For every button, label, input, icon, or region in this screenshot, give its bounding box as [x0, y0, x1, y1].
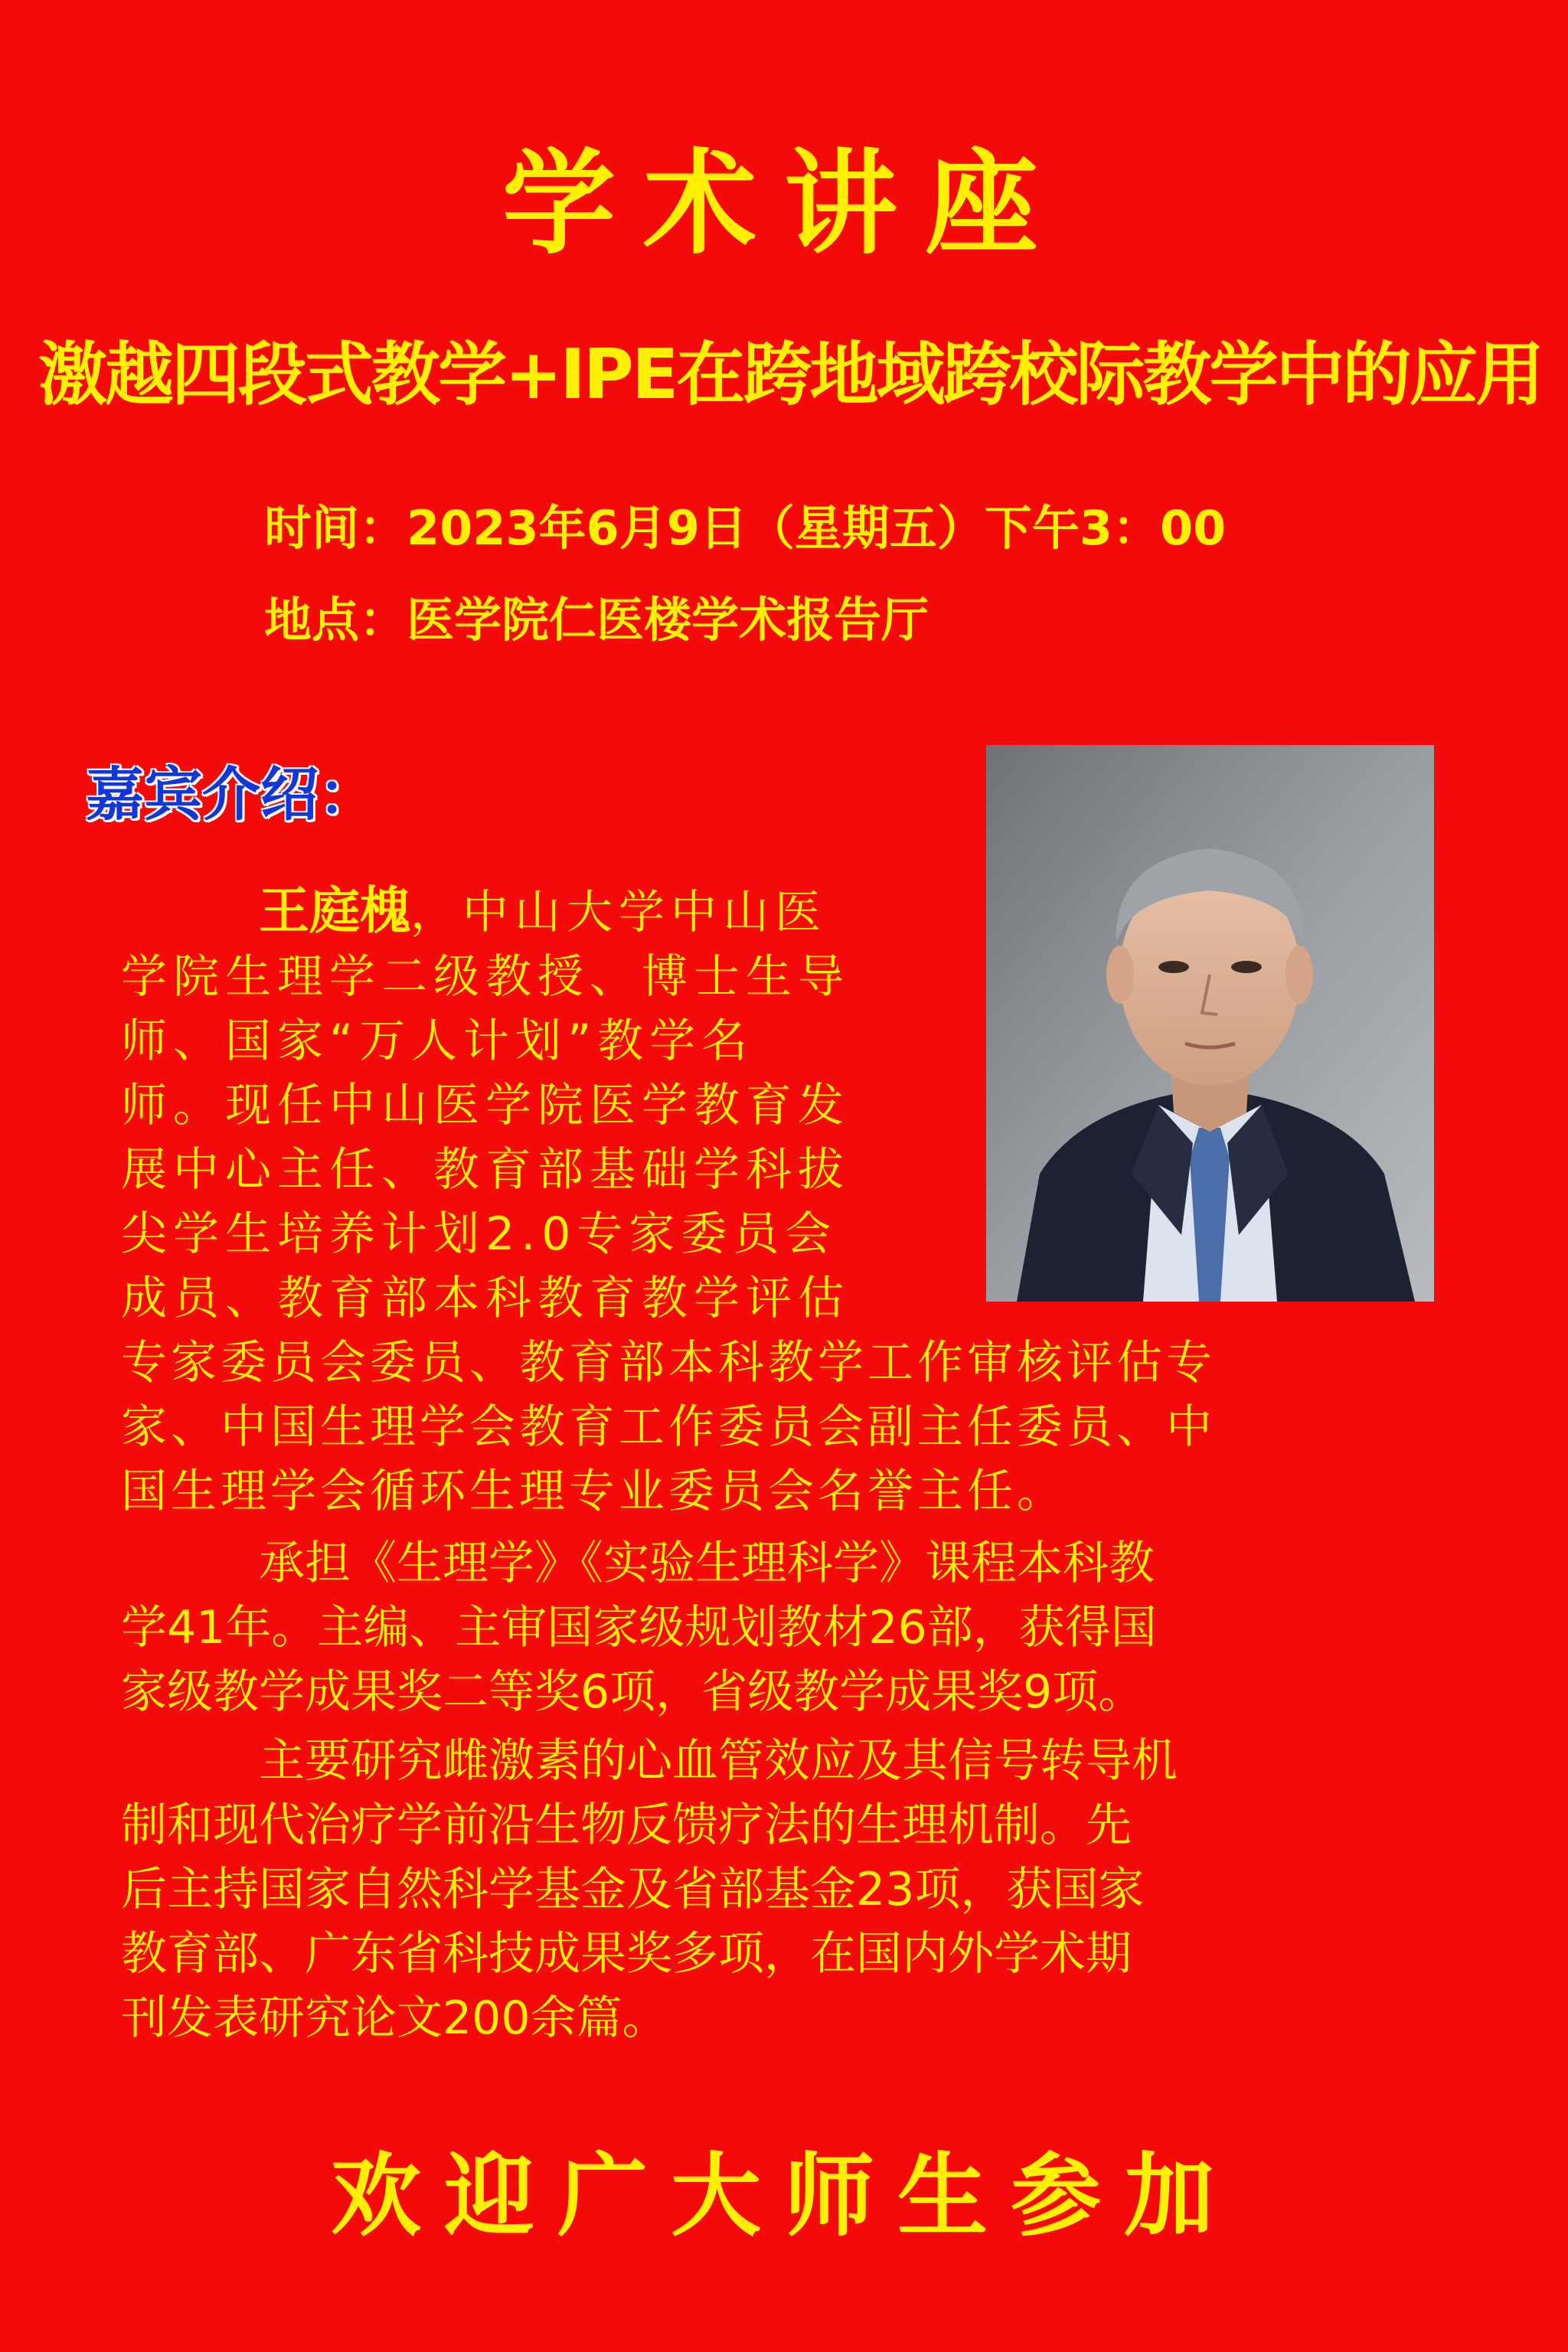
guest-name: 王庭槐	[259, 881, 410, 940]
lecture-topic: 激越四段式教学+IPE在跨地域跨校际教学中的应用	[38, 335, 1543, 415]
bio-line: 学41年。主编、主审国家级规划教材26部，获得国	[121, 1601, 1157, 1655]
guest-bio-paragraph-1	[121, 879, 1216, 1524]
bio-line	[121, 1729, 1178, 1793]
bio-line: 专家委员会委员、教育部本科教学工作审核评估专	[121, 1336, 1216, 1390]
bio-line: 制和现代治疗学前沿生物反馈疗法的生理机制。先	[121, 1798, 1132, 1852]
guest-intro-heading: 嘉宾介绍：	[86, 760, 377, 828]
bio-line-text: 主要研究雌激素的心血管效应及其信号转导机	[259, 1734, 1178, 1788]
bio-line: 师、国家“万人计划”教学名	[121, 1014, 754, 1068]
bio-line: 国生理学会循环生理专业委员会名誉主任。	[121, 1465, 1067, 1518]
bio-line-text: 承担《生理学》《实验生理科学》课程本科教	[259, 1537, 1155, 1590]
poster-title: 学术讲座	[502, 136, 1066, 270]
bio-line: 家级教学成果奖二等奖6项，省级教学成果奖9项。	[121, 1665, 1145, 1719]
welcome-footer: 欢迎广大师生参加	[330, 2142, 1237, 2249]
lecture-place: 地点：医学院仁医楼学术报告厅	[264, 592, 929, 648]
bio-line: 成员、教育部本科教育教学评估	[121, 1272, 850, 1325]
bio-line: 刊发表研究论文200余篇。	[121, 1991, 668, 2045]
bio-line: 展中心主任、教育部基础学科拔	[121, 1143, 850, 1197]
bio-line	[121, 1531, 1157, 1596]
bio-line: 教育部、广东省科技成果奖多项，在国内外学术期	[121, 1927, 1132, 1981]
bio-line: 家、中国生理学会教育工作委员会副主任委员、中	[121, 1400, 1216, 1454]
guest-bio-paragraph-3	[121, 1729, 1178, 2050]
bio-line: 师。现任中山医学院医学教育发	[121, 1079, 850, 1132]
bio-line	[121, 879, 1216, 945]
guest-bio-paragraph-2	[121, 1531, 1157, 1724]
bio-line: 学院生理学二级教授、博士生导	[121, 950, 850, 1004]
bio-line-text: ，中山大学中山医	[410, 886, 827, 939]
bio-line: 后主持国家自然科学基金及省部基金23项，获国家	[121, 1863, 1145, 1916]
lecture-time: 时间：2023年6月9日（星期五）下午3：00	[264, 500, 1227, 556]
bio-line: 尖学生培养计划2.0专家委员会	[121, 1207, 838, 1261]
